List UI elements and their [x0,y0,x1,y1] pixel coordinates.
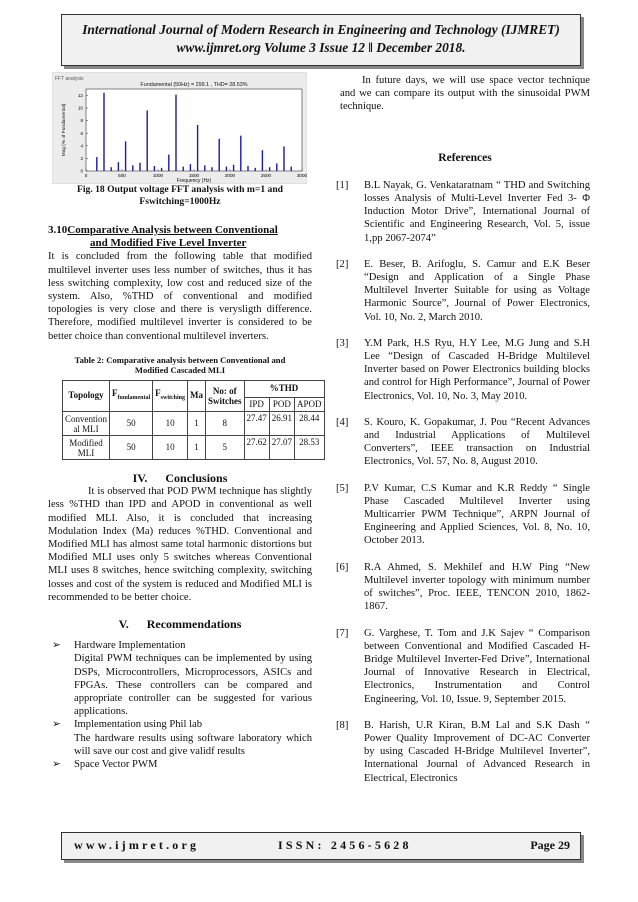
reference-item [336,719,590,785]
y-tick-label: 4 [80,143,83,149]
cell-ma: 1 [188,436,206,460]
page-footer [61,832,581,860]
y-tick-label: 12 [77,93,83,99]
fft-bar [125,141,126,171]
ref-number: [7] [336,627,349,639]
footer-issn: ISSN: 2456-5628 [278,838,412,852]
cell-ff: 50 [110,436,153,460]
ref-number: [3] [336,337,349,349]
cell-ipd: 27.62 [244,436,269,460]
ref-number: [8] [336,719,349,731]
th-ma: Ma [188,380,206,411]
ref-text: E. Beser, B. Arifoglu, S. Camur and E.K Beser “Design and Application of a Single Phase Multilevel Inverter Suitable for using as Voltage Harmonic Source”, Journal of Power Electronics, Vol. 10, No. 2, March 2010. [364,258,590,323]
section-310-body: It is concluded from the following table that modified multilevel inverter uses less number of switches, thus it has less switching complexity, low cost and reduced size of the system. Also, %THD of conventional and modified topologies is very close and there is verysligth difference. Therefore, modified multilevel inverter is considered to be better choice than conventional multilevel inverters. [48,251,312,342]
fft-bar [190,164,191,171]
reference-item [336,416,590,469]
fft-bar [233,165,234,171]
cell-switches: 5 [206,436,245,460]
arrow-bullet-icon: ➢ [52,640,61,652]
list-item [48,758,312,771]
list-item [48,718,312,758]
fft-bar [147,110,148,171]
item-body: The hardware results using software laboratory which will save our cost and give validf results [74,732,312,757]
fft-bar [276,163,277,171]
footer-site-link[interactable]: www.ijmret.org [74,838,200,852]
x-tick-label: 2000 [224,173,236,178]
fft-plot-area [86,89,302,171]
fft-bar [139,163,140,171]
journal-volume: www.ijmret.org Volume 3 Issue 12 ǁ December 2018. [176,40,466,55]
fft-bar [247,166,248,171]
conclusions-body: It is observed that POD PWM technique has slightly less %THD than IPD and APOD in conventional as well modified MLI. Also, it is concluded that increasing Modulation Index (Ma) reduces %THD. Conventional and Modified MLI has almost same total harmonic distortions but Modified MLI uses only 5 switches whereas Conventional MLI uses 8 switches, hence switching complexity, switching losses and cost of the system is reduced and Modified MLI is recommended to be better choice. [48,486,312,603]
conclusions-heading: IV. Conclusions [132,471,228,486]
fft-bar [132,165,133,171]
ref-text: R.A Ahmed, S. Mekhilef and H.W Ping “New Multilevel inverter topology with minimum number of switches”, Proc. IEEE, TENCON 2010, 1862-1867. [364,561,590,613]
cell-topology: Modified MLI [63,436,110,460]
ref-number: [1] [336,179,349,191]
left-column [48,72,322,771]
section-title-line1: Comparative Analysis between Conventional [67,224,278,236]
x-tick-label: 1000 [152,173,164,178]
x-tick-label: 500 [118,173,126,178]
cell-pod: 27.07 [269,436,294,460]
arrow-bullet-icon: ➢ [52,719,61,731]
ref-number: [4] [336,416,349,428]
fft-title: Fundamental (50Hz) = 299.1 , THD= 28.53% [140,82,248,88]
figure-caption-line1: Fig. 18 Output voltage FFT analysis with m=1 and [77,184,283,195]
fft-bar [226,167,227,171]
list-item [48,639,312,718]
th-apod: APOD [295,397,325,411]
y-tick-label: 2 [80,156,83,162]
references-list [336,179,590,785]
ref-text: Y.M Park, H.S Ryu, H.Y Lee, M.G Jung and S.H Lee “Design of Cascaded H-Bridge Multilevel Inverter based on Power Electronics building blocks and control for High Performance”, Journal of Power Electronics, Vol. 10, No. 3, May 2010. [364,337,590,402]
x-tick-label: 3000 [296,173,307,178]
arrow-bullet-icon: ➢ [52,759,61,771]
fft-chart [52,72,307,184]
ref-number: [2] [336,258,349,270]
right-column [336,74,590,798]
fft-bar [175,95,176,171]
ref-text: S. Kouro, K. Gopakumar, J. Pou “Recent Advances and Industrial Applications of Multilevel Converters”, IEEE transaction on Industrial Electronics, Vol. 57, No. 8, August 2010. [364,416,590,468]
y-tick-label: 8 [80,118,83,124]
fft-bar [240,136,241,171]
reference-item [336,627,590,706]
y-tick-label: 6 [80,130,83,136]
x-tick-label: 0 [84,173,88,178]
cell-fs: 10 [153,436,188,460]
item-title: Implementation using Phil lab [74,719,202,731]
ref-text: P.V Kumar, C.S Kumar and K.R Reddy “ Single Phase Cascaded Multilevel Inverter using Multicarrier PWM Technique”, ARPN Journal of Engineering and Applied Sciences, Vol. 8, No. 10, October 2013. [364,482,590,547]
cell-ipd: 27.47 [244,412,269,436]
th-topology: Topology [63,380,110,411]
fft-bar [161,168,162,171]
item-title: Space Vector PWM [74,759,158,771]
fft-bar [262,150,263,171]
references-heading: References [438,151,492,164]
ref-number: [5] [336,482,349,494]
th-f-fundamental: $F_{fundamental}$ [110,380,153,411]
reference-item [336,179,590,245]
comparison-table [62,380,325,460]
fft-bar [255,168,256,171]
th-f-switching: $F_{switching}$ [153,380,188,411]
item-title: Hardware Implementation [74,640,186,652]
fft-bar [219,139,220,171]
figure-caption-line2: Fswitching=1000Hz [139,196,221,207]
reference-item [336,337,590,403]
fft-bar [118,162,119,171]
recommendations-heading: V. Recommendations [118,617,242,632]
reference-item [336,561,590,614]
journal-title: International Journal of Modern Research in Engineering and Technology (IJMRET) [82,22,560,37]
cell-topology: Convention al MLI [63,412,110,436]
future-work-paragraph: In future days, we will use space vector technique and we can compare its output with the sinusoidal PWM technique. [340,75,590,113]
ref-text: B.L Nayak, G. Venkataratnam “ THD and Switching losses Analysis of Multi-Level Inverter Fed 3- Φ Induction Motor Drive”, International Journal of Scientific and Engineering Research, Vol. 5, issue 1,pp 2067-2074” [364,179,590,244]
x-tick-label: 1500 [188,173,200,178]
th-pod: POD [269,397,294,411]
ref-number: [6] [336,561,349,573]
fft-xlabel: Frequency (Hz) [176,178,212,184]
fft-bar [183,167,184,171]
table-row [63,436,325,460]
fft-bar [291,167,292,171]
fft-bar [269,167,270,171]
y-tick-label: 0 [80,168,83,174]
fft-figure [52,72,307,184]
fft-bar [168,155,169,171]
section-number: 3.10 [48,224,68,236]
th-switches: No: of Switches [206,380,245,411]
fft-panel-label: FFT analysis [55,76,84,82]
fft-bar [96,157,97,171]
cell-apod: 28.53 [295,436,325,460]
reference-item [336,258,590,324]
section-310-heading [48,224,312,237]
th-thd: %THD [244,380,324,397]
table-caption: Table 2: Comparative analysis between Conventional and Modified Cascaded MLI [74,354,286,376]
fft-bar [154,166,155,171]
cell-ff: 50 [110,412,153,436]
cell-switches: 8 [206,412,245,436]
y-tick-label: 10 [77,105,83,111]
cell-pod: 26.91 [269,412,294,436]
fft-bar [103,93,104,171]
fft-bar [111,167,112,171]
cell-fs: 10 [153,412,188,436]
journal-header [61,14,581,66]
fft-bar [204,165,205,171]
fft-bar [197,125,198,171]
fft-ylabel: Mag (% of Fundamental) [62,103,67,157]
fft-bar [283,146,284,171]
section-title-line2: and Modified Five Level Inverter [90,237,247,250]
recommendations-list [48,639,312,771]
fft-bar [211,167,212,171]
table-row [63,412,325,436]
ref-text: B. Harish, U.R Kiran, B.M Lal and S.K Dash “ Power Quality Improvement of DC-AC Converter by using Cascaded H-Bridge Multilevel Inverter”, International Journal of Advanced Research in Electrical, Electronics [364,719,590,784]
ref-text: G. Varghese, T. Tom and J.K Sajev “ Comparison between Conventional and Modified Cascaded H-Bridge Multilevel Inverter-Fed Drive”, International Journal of Innovative Research in Electrical, Electronics, Instrumentation and Control Engineering, Vol. 10, Issue. 9, September 2015. [364,627,590,705]
cell-apod: 28.44 [295,412,325,436]
cell-ma: 1 [188,412,206,436]
reference-item [336,482,590,548]
x-tick-label: 2500 [260,173,272,178]
th-ipd: IPD [244,397,269,411]
footer-page-number: Page 29 [530,838,570,852]
figure-caption [48,184,312,208]
item-body: Digital PWM techniques can be implemented by using DSPs, Microcontrollers, Microprocessors, ASICs and FPGAs. These controllers can be compared and appropriate controller can be suggested for various applications. [74,653,312,718]
